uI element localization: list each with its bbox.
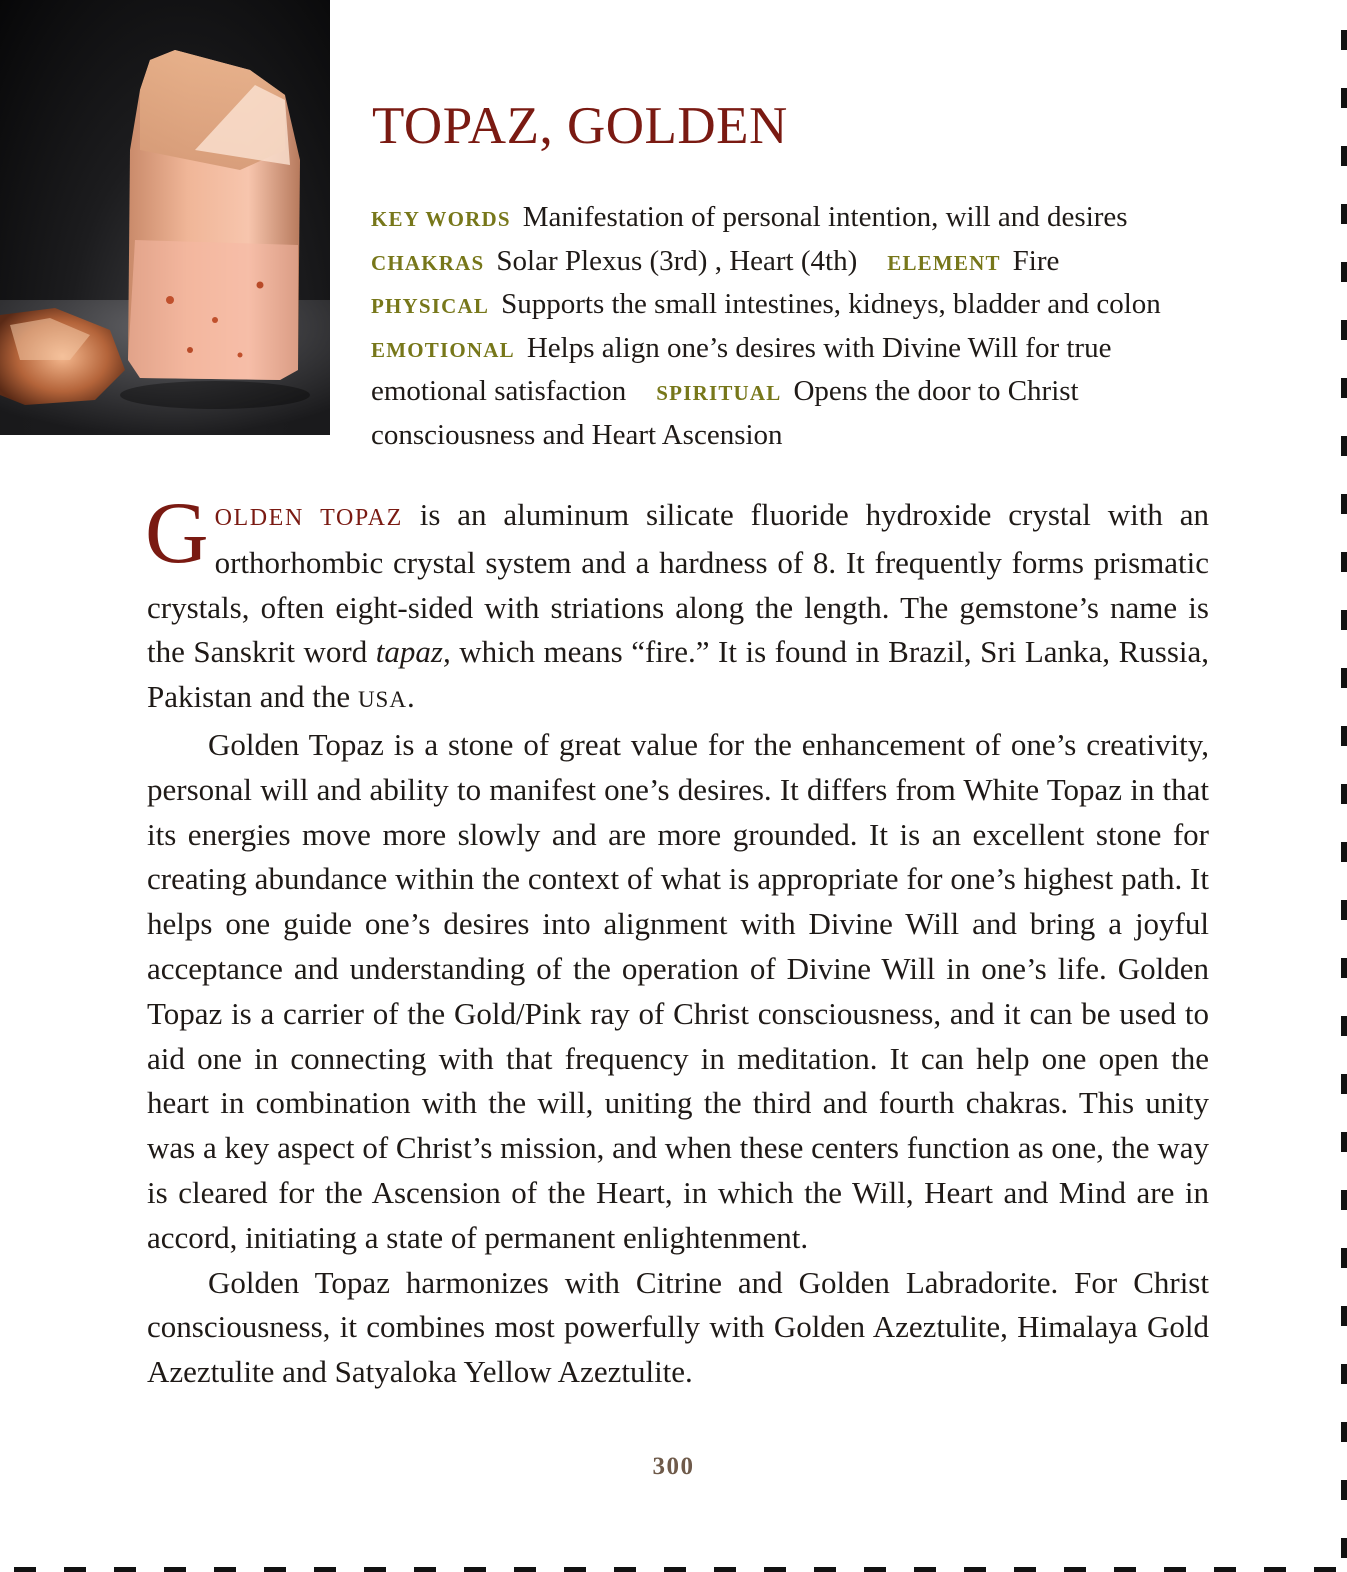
element-label: ELEMENT: [887, 250, 1001, 275]
page-edge-right: [1341, 0, 1347, 1572]
italic-word: tapaz,: [375, 634, 451, 670]
emotional-label: EMOTIONAL: [371, 337, 515, 362]
emotional-value: Helps align one’s desires with Divine Will for true emotional satisfaction: [371, 331, 1112, 407]
spiritual-label: SPIRITUAL: [656, 381, 782, 405]
element-value: Fire: [1012, 244, 1060, 277]
paragraph-1-text-b: which means “fire.” It is found in Brazil, Sri Lanka, Russia, Pakistan and the: [147, 634, 1210, 715]
paragraph-1-end: .: [406, 679, 415, 715]
keywords-value: Manifestation of personal intention, will and desires: [522, 201, 1128, 233]
keywords-label: KEY WORDS: [371, 207, 511, 231]
page-title: TOPAZ, GOLDEN: [372, 97, 788, 155]
chakras-value: Solar Plexus (3rd) , Heart (4th): [496, 244, 858, 277]
body-text: [145, 485, 1210, 1395]
paragraph-2: Golden Topaz is a stone of great value for the enhancement of one’s creativity, personal will and ability to manifest one’s desires. It differs from White Topaz in that its energies move more slowly and are more grounded. It is an excellent stone for creating abundance within the context of what is appropriate for one’s highest path. It helps one guide one’s desires into alignment with Divine Will and bring a joyful acceptance and understanding of the operation of Divine Will in one’s life. Golden Topaz is a carrier of the Gold/Pink ray of Christ consciousness, and it can be used to aid one in connecting with that frequency in meditation. It can help one open the heart in combination with the will, uniting the third and fourth chakras. This unity was a key aspect of Christ’s mission, and when these centers function as one, the way is cleared for the Ascension of the Heart, in which the Will, Heart and Mind are in accord, initiating a state of permanent enlightenment.: [147, 726, 1209, 1255]
physical-label: PHYSICAL: [371, 294, 490, 318]
chakras-label: CHAKRAS: [371, 250, 485, 275]
drop-cap: G: [145, 485, 209, 582]
spiritual-value: Opens the door to Christ consciousness and Heart Ascension: [371, 375, 1079, 451]
usa-smallcaps: USA: [357, 687, 407, 713]
properties-block: [371, 197, 1211, 456]
lead-in-smallcaps: OLDEN TOPAZ: [214, 505, 403, 531]
paragraph-1: [145, 485, 1210, 723]
page-number: 300: [652, 1453, 695, 1480]
paragraph-1-text-a: is an aluminum silicate fluoride hydroxide crystal with an orthorhombic crystal system and a hardness of 8. It frequently forms prismatic crystals, often eight-sided with striations along the length. The gemstone’s name is the Sanskrit word: [147, 497, 1209, 670]
golden-topaz-crystal-photo: [0, 0, 330, 435]
physical-value: Supports the small intestines, kidneys, bladder and colon: [501, 288, 1161, 320]
page-edge-bottom: [0, 1567, 1347, 1572]
crystal-illustration: [0, 0, 330, 435]
paragraph-3: Golden Topaz harmonizes with Citrine and Golden Labradorite. For Christ consciousness, it combines most powerfully with Golden Azeztulite, Himalaya Gold Azeztulite and Satyaloka Yellow Azeztulite.: [147, 1264, 1209, 1390]
